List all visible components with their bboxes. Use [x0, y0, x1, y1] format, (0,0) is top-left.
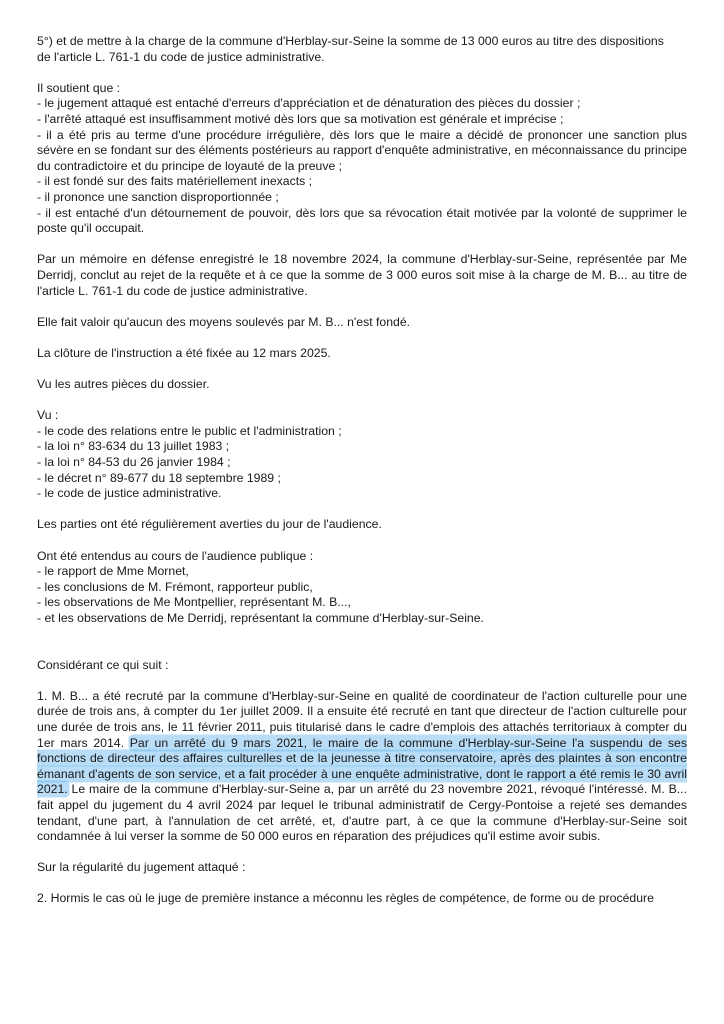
memoire-paragraph: Par un mémoire en défense enregistré le 18 novembre 2024, la commune d'Herblay-sur-Seine, représentée par Me Derridj, conclut au rejet de la requête et à ce que la somme de 3 000 euros soit mise à la charge de M. B... au titre de l'article L. 761-1 du code de justice administrative.	[37, 252, 687, 298]
highlighted-passage: Par un arrêté du 9 mars 2021, le maire de la commune d'Herblay-sur-Seine l'a suspendu de ses fonctions de directeur des affaires culturelles et de la jeunesse à titre conservatoire, après des plaintes à son encontre émanant d'agents de son service, et a fait procéder à une enquête administrative, dont le rapport a été remis le 30 avril 2021.	[37, 735, 687, 797]
soutient-item: - il a été pris au terme d'une procédure irrégulière, dès lors que le maire a décidé de prononcer une sanction plus sévère en se fondant sur des éléments postérieurs au rapport d'enquête administrative, en méconnaissance du principe du contradictoire et du principe de loyauté de la preuve ;	[37, 127, 687, 173]
document-page	[37, 34, 687, 923]
soutient-item: - l'arrêté attaqué est insuffisamment motivé dès lors que sa motivation est générale et imprécise ;	[37, 111, 564, 126]
entendus-block	[37, 549, 687, 627]
point-1-text-after: Le maire de la commune d'Herblay-sur-Seine a, par un arrêté du 23 novembre 2021, révoqué l'intéressé. M. B... fait appel du jugement du 4 avril 2024 par lequel le tribunal administratif de Cergy-Pontoise a rejeté ses demandes tendant, d'une part, à l'annulation de cet arrêté, et, d'autre part, à ce que la commune d'Herblay-sur-Seine soit condamnée à lui verser la somme de 50 000 euros en réparation des préjudices qu'il estime avoir subis.	[37, 782, 687, 844]
fait-valoir-paragraph: Elle fait valoir qu'aucun des moyens soulevés par M. B... n'est fondé.	[37, 314, 411, 329]
vu-item: - la loi n° 83-634 du 13 juillet 1983 ;	[37, 439, 230, 454]
autres-pieces-paragraph: Vu les autres pièces du dossier.	[37, 377, 210, 392]
regularite-heading: Sur la régularité du jugement attaqué :	[37, 860, 246, 875]
vu-item: - le code des relations entre le public et l'administration ;	[37, 423, 342, 438]
considerant-heading: Considérant ce qui suit :	[37, 657, 169, 672]
cloture-paragraph: La clôture de l'instruction a été fixée au 12 mars 2025.	[37, 345, 331, 360]
soutient-heading: Il soutient que :	[37, 80, 121, 95]
vu-heading: Vu :	[37, 408, 59, 423]
soutient-item: - il est fondé sur des faits matériellement inexacts ;	[37, 174, 313, 189]
entendus-item: - les observations de Me Montpellier, représentant M. B...,	[37, 595, 351, 610]
vu-item: - le code de justice administrative.	[37, 486, 222, 501]
point-1-text-before: 1. M. B... a été recruté par la commune d'Herblay-sur-Seine en qualité de coordinateur de l'action culturelle pour une durée de trois ans, à compter du 1er juillet 2009. Il a ensuite été recruté en tant que directeur de l'action culturelle pour une durée de trois ans, le 11 février 2011, puis titularisé dans le cadre d'emplois des attachés territoriaux à compter du 1er mars 2014.	[37, 688, 687, 750]
vu-block	[37, 408, 687, 502]
entendus-heading: Ont été entendus au cours de l'audience publique :	[37, 548, 314, 563]
soutient-block	[37, 81, 687, 237]
entendus-item: - le rapport de Mme Mornet,	[37, 564, 189, 579]
vu-item: - la loi n° 84-53 du 26 janvier 1984 ;	[37, 455, 231, 470]
intro-line: 5°) et de mettre à la charge de la commune d'Herblay-sur-Seine la somme de 13 000 euros au titre des dispositions	[37, 34, 664, 48]
entendus-item: - et les observations de Me Derridj, représentant la commune d'Herblay-sur-Seine.	[37, 610, 484, 625]
soutient-item: - il prononce une sanction disproportionnée ;	[37, 189, 279, 204]
soutient-item: - il est entaché d'un détournement de pouvoir, dès lors que sa révocation était motivée par la volonté de supprimer le poste qu'il occupait.	[37, 205, 687, 236]
averties-paragraph: Les parties ont été régulièrement averties du jour de l'audience.	[37, 517, 382, 532]
vu-item: - le décret n° 89-677 du 18 septembre 1989 ;	[37, 470, 281, 485]
point-1-paragraph	[37, 689, 687, 845]
entendus-item: - les conclusions de M. Frémont, rapporteur public,	[37, 579, 313, 594]
intro-line: de l'article L. 761-1 du code de justice administrative.	[37, 49, 325, 64]
soutient-item: - le jugement attaqué est entaché d'erreurs d'appréciation et de dénaturation des pièces du dossier ;	[37, 96, 581, 111]
point-2-paragraph: 2. Hormis le cas où le juge de première instance a méconnu les règles de compétence, de forme ou de procédure	[37, 891, 654, 906]
intro-paragraph	[37, 34, 687, 65]
